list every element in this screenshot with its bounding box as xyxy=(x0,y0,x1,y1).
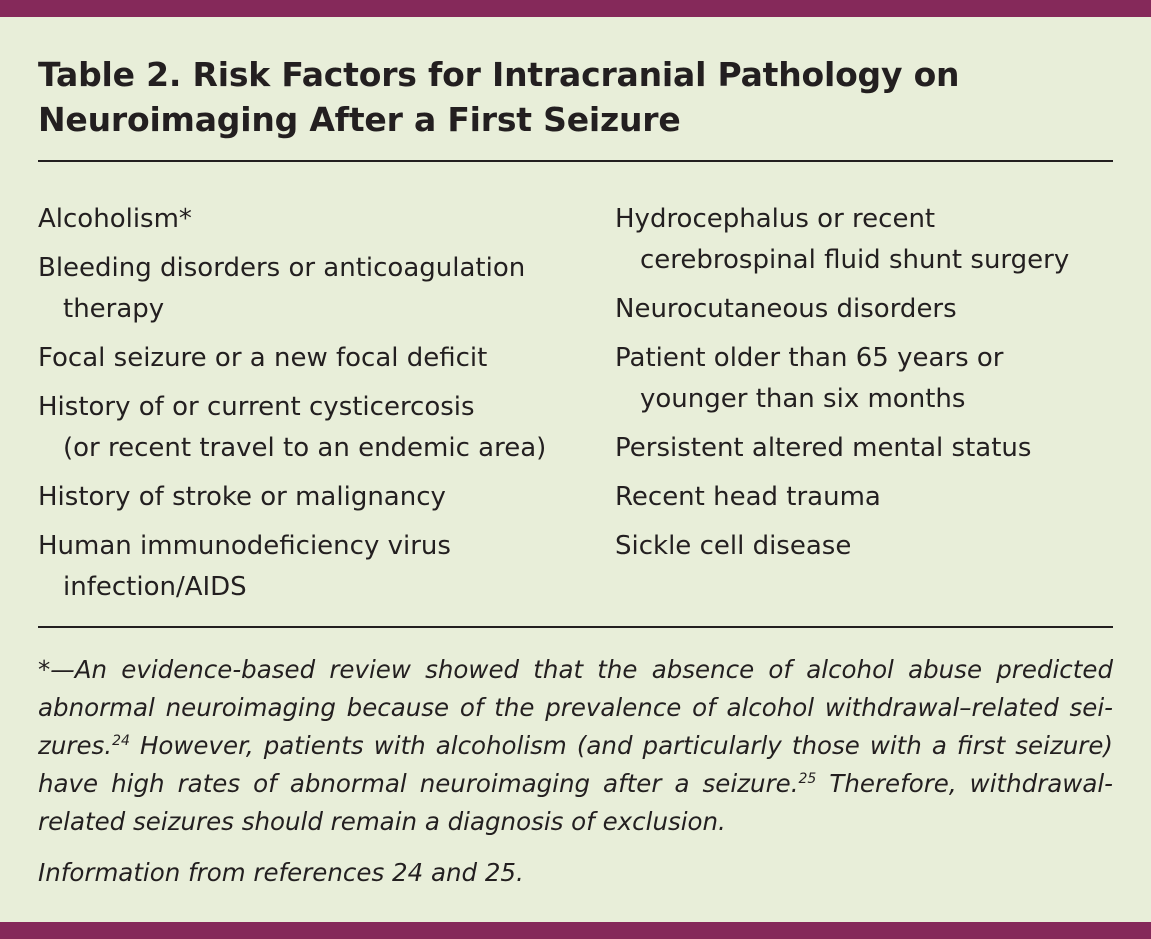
footnote-text-2: However, patients with alcoholism (and particularly those with a first seizure) have high rates of abnormal neuroimaging after a seizure. xyxy=(38,731,1113,798)
table-title-line-1: Table 2. Risk Factors for Intracranial Pathology on xyxy=(38,55,960,94)
list-item-text: Sickle cell disease xyxy=(615,531,852,561)
bottom-accent-bar xyxy=(0,922,1151,939)
top-accent-bar xyxy=(0,0,1151,17)
list-item-text: Human immunodeficiency virus xyxy=(38,531,451,561)
list-item-continuation: therapy xyxy=(63,294,165,324)
list-item-text: Alcoholism* xyxy=(38,204,192,234)
list-item-continuation: younger than six months xyxy=(640,384,966,414)
list-item xyxy=(38,199,603,240)
list-item-text: Persistent altered mental status xyxy=(615,433,1032,463)
source-note: Information from references 24 and 25. xyxy=(38,858,524,887)
list-item-text: Hydrocephalus or recent xyxy=(615,204,936,234)
risk-factor-list-right xyxy=(615,199,1115,575)
list-item xyxy=(38,338,603,379)
list-item-continuation: (or recent travel to an endemic area) xyxy=(63,433,547,463)
list-item xyxy=(615,199,1115,281)
list-item xyxy=(38,477,603,518)
list-item-text: Patient older than 65 years or xyxy=(615,343,1004,373)
list-item-text: Neurocutaneous disorders xyxy=(615,294,957,324)
list-item-text: History of or current cysticercosis xyxy=(38,392,475,422)
risk-factor-list-left xyxy=(38,199,603,616)
list-item xyxy=(38,387,603,469)
list-item-continuation: cerebrospinal fluid shunt surgery xyxy=(640,245,1070,275)
footnote-reference-25: 25 xyxy=(798,771,817,787)
footnote-divider xyxy=(38,626,1113,628)
footnote xyxy=(38,651,1113,841)
list-item xyxy=(38,248,603,330)
list-item xyxy=(615,289,1115,330)
list-item xyxy=(615,526,1115,567)
list-item-continuation: infection/AIDS xyxy=(63,572,247,602)
footnote-text-1: *—An evidence-based review showed that the absence of alcohol abuse predicted abnormal neuroimaging because of the prevalence of alcohol withdrawal–related sei-zures. xyxy=(38,655,1113,760)
table-title-line-2: Neuroimaging After a First Seizure xyxy=(38,100,681,139)
list-item-text: Recent head trauma xyxy=(615,482,881,512)
list-item xyxy=(615,428,1115,469)
footnote-reference-24: 24 xyxy=(112,733,130,749)
list-item xyxy=(38,526,603,608)
table-title xyxy=(38,52,1098,142)
list-item-text: History of stroke or malignancy xyxy=(38,482,446,512)
list-item xyxy=(615,477,1115,518)
list-item xyxy=(615,338,1115,420)
title-divider xyxy=(38,160,1113,162)
list-item-text: Focal seizure or a new focal deficit xyxy=(38,343,488,373)
list-item-text: Bleeding disorders or anticoagulation xyxy=(38,253,526,283)
footnote-text-3: Therefore, withdrawal-related seizures should remain a diagnosis of exclusion. xyxy=(38,769,1113,836)
